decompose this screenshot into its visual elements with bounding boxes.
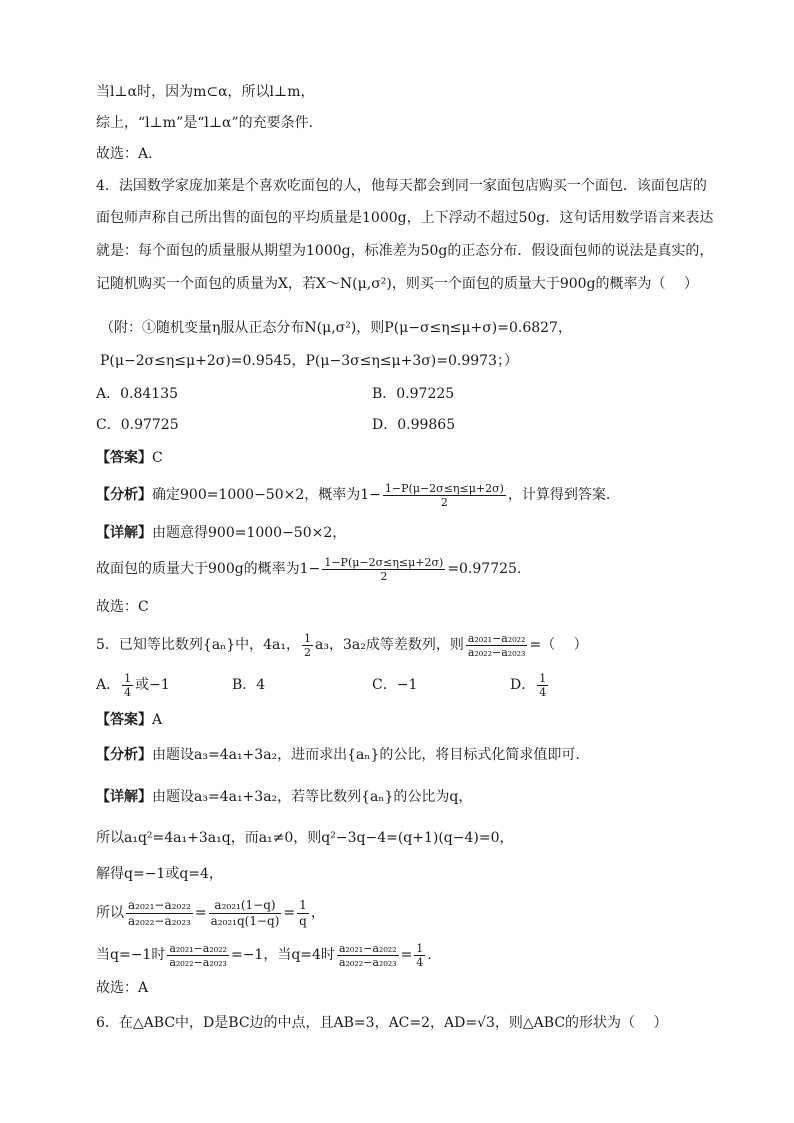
fraction (383, 482, 506, 509)
analysis-line (96, 478, 610, 512)
detail-text: =0.97725. (447, 561, 522, 577)
fraction (322, 556, 445, 583)
detail-line: 所以a₁q²=4a₁+3a₁q，而a₁≠0，则q²−3q−4=(q+1)(q−4)=0， (96, 830, 514, 846)
detail-text: 由题设a₃=4a₁+3a₂，若等比数列{aₙ}的公比为q， (152, 789, 473, 805)
option-d: D．0.99865 (372, 417, 456, 433)
answer-tag: 【答案】 (96, 712, 152, 728)
fraction-denominator: 4 (539, 685, 547, 699)
fraction-denominator: a₂₀₂₂−a₂₀₂₃ (169, 955, 227, 969)
detail-line (96, 523, 346, 543)
question-4-appendix: P(μ−2σ≤η≤μ+2σ)=0.9545，P(μ−3σ≤η≤μ+3σ)=0.9973；） (100, 353, 518, 369)
fraction-numerator: 1 (297, 898, 309, 914)
answer-value: C (152, 450, 163, 466)
fraction (297, 898, 309, 929)
fraction-denominator: a₂₀₂₂−a₂₀₂₃ (338, 955, 397, 969)
fraction-denominator: a₂₀₂₂−a₂₀₂₃ (467, 645, 526, 659)
fraction (167, 942, 229, 969)
equals-sign: = (194, 905, 207, 921)
fraction (122, 672, 133, 699)
detail-tag: 【详解】 (96, 525, 152, 541)
analysis-tag: 【分析】 (96, 487, 152, 503)
option-b: B．0.97225 (372, 386, 455, 402)
stem-text: 5．已知等比数列{aₙ}中，4a₁， (96, 637, 300, 653)
fraction-numerator: a₂₀₂₁−a₂₀₂₂ (128, 897, 191, 912)
answer-tag: 【答案】 (96, 450, 152, 466)
question-4-stem: 面包师声称自己所出售的面包的平均质量是1000g，上下浮动不超过50g．这句话用数学语言来表达 (96, 210, 714, 226)
fraction-denominator: a₂₀₂₁q(1−q) (210, 913, 280, 928)
fraction-denominator: 2 (380, 569, 388, 583)
option-c: C．0.97725 (96, 417, 179, 433)
analysis-text: 确定900=1000−50×2，概率为1− (152, 487, 381, 503)
fraction-numerator: a₂₀₂₁−a₂₀₂₂ (169, 941, 227, 955)
detail-line (96, 787, 472, 807)
fraction (414, 942, 425, 969)
question-4-stem: 4．法国数学家庞加莱是个喜欢吃面包的人，他每天都会到同一家面包店购买一个面包．该面包店的 (96, 178, 707, 194)
option-a (96, 668, 170, 702)
answer-line (96, 710, 162, 730)
fraction (209, 898, 282, 929)
detail-text: 由题意得900=1000−50×2， (152, 525, 347, 541)
fraction-numerator: 1 (416, 941, 424, 955)
fraction (302, 632, 313, 659)
fraction-numerator: 1 (304, 631, 311, 645)
detail-line (96, 935, 432, 975)
fraction-denominator: 4 (416, 955, 424, 969)
fraction-numerator: 1 (124, 671, 132, 685)
analysis-text: ，计算得到答案. (507, 487, 611, 503)
detail-text: . (427, 947, 432, 963)
stem-text: a₃，3a₂成等差数列，则 (315, 637, 464, 653)
question-4-stem: 就是：每个面包的质量服从期望为1000g，标准差为50g的正态分布．假设面包师的说法是真实的， (96, 243, 714, 259)
question-4-appendix: （附：①随机变量η服从正态分布N(μ,σ²)，则P(μ−σ≤η≤μ+σ)=0.6827， (100, 320, 572, 336)
answer-value: A (152, 712, 163, 728)
analysis-tag: 【分析】 (96, 747, 152, 763)
fraction-numerator: a₂₀₂₁−a₂₀₂₂ (467, 631, 526, 645)
option-label: D． (510, 677, 536, 693)
text-line: 故选：A. (96, 146, 153, 162)
answer-line (96, 448, 163, 468)
fraction (126, 898, 193, 929)
detail-text: ， (310, 905, 325, 921)
fraction-denominator: 2 (440, 495, 448, 509)
detail-text: 故面包的质量大于900g的概率为1− (96, 561, 321, 577)
fraction-numerator: a₂₀₂₁−a₂₀₂₂ (338, 941, 397, 955)
detail-text: =−1，当q=4时 (230, 947, 335, 963)
text-line: 当l⊥α时，因为m⊂α，所以l⊥m， (96, 84, 315, 100)
option-c: C．−1 (372, 677, 418, 693)
detail-text: 所以 (96, 905, 124, 921)
fraction (337, 942, 399, 969)
selection-line: 故选：A (96, 980, 149, 996)
detail-line (96, 893, 325, 933)
question-4-stem: 记随机购买一个面包的质量为X，若X～N(μ,σ²)，则买一个面包的质量大于900g的概率为（ ） (96, 276, 698, 292)
detail-text: 当q=−1时 (96, 947, 166, 963)
equals-sign: = (283, 905, 296, 921)
detail-tag: 【详解】 (96, 789, 152, 805)
selection-line: 故选：C (96, 599, 149, 615)
option-a: A．0.84135 (96, 386, 179, 402)
fraction-numerator: a₂₀₂₁(1−q) (209, 898, 282, 914)
question-5-stem (96, 628, 588, 662)
text-line: 综上，“l⊥m”是“l⊥α”的充要条件. (96, 115, 314, 131)
detail-line: 解得q=−1或q=4， (96, 866, 223, 882)
option-d (510, 668, 550, 702)
fraction-numerator: 1−P(μ−2σ≤η≤μ+2σ) (384, 481, 504, 495)
detail-line (96, 552, 521, 586)
fraction-denominator: 2 (304, 645, 311, 659)
fraction-denominator: a₂₀₂₂−a₂₀₂₃ (128, 913, 191, 928)
fraction-denominator: 4 (124, 685, 132, 699)
fraction-numerator: 1 (539, 671, 547, 685)
equals-sign: = (400, 947, 413, 963)
fraction (466, 632, 528, 659)
fraction-numerator: 1−P(μ−2σ≤η≤μ+2σ) (324, 555, 444, 569)
stem-text: =（ ） (529, 637, 588, 653)
analysis-line (96, 745, 580, 765)
option-b: B．4 (232, 677, 266, 693)
option-text: 或−1 (135, 677, 170, 693)
fraction (537, 672, 548, 699)
question-6-stem: 6．在△ABC中，D是BC边的中点，且AB=3，AC=2，AD=√3，则△ABC的形状为（ ） (96, 1015, 668, 1031)
fraction-denominator: q (299, 913, 307, 928)
option-label: A． (96, 677, 121, 693)
analysis-text: 由题设a₃=4a₁+3a₂，进而求出{aₙ}的公比，将目标式化简求值即可. (152, 747, 580, 763)
